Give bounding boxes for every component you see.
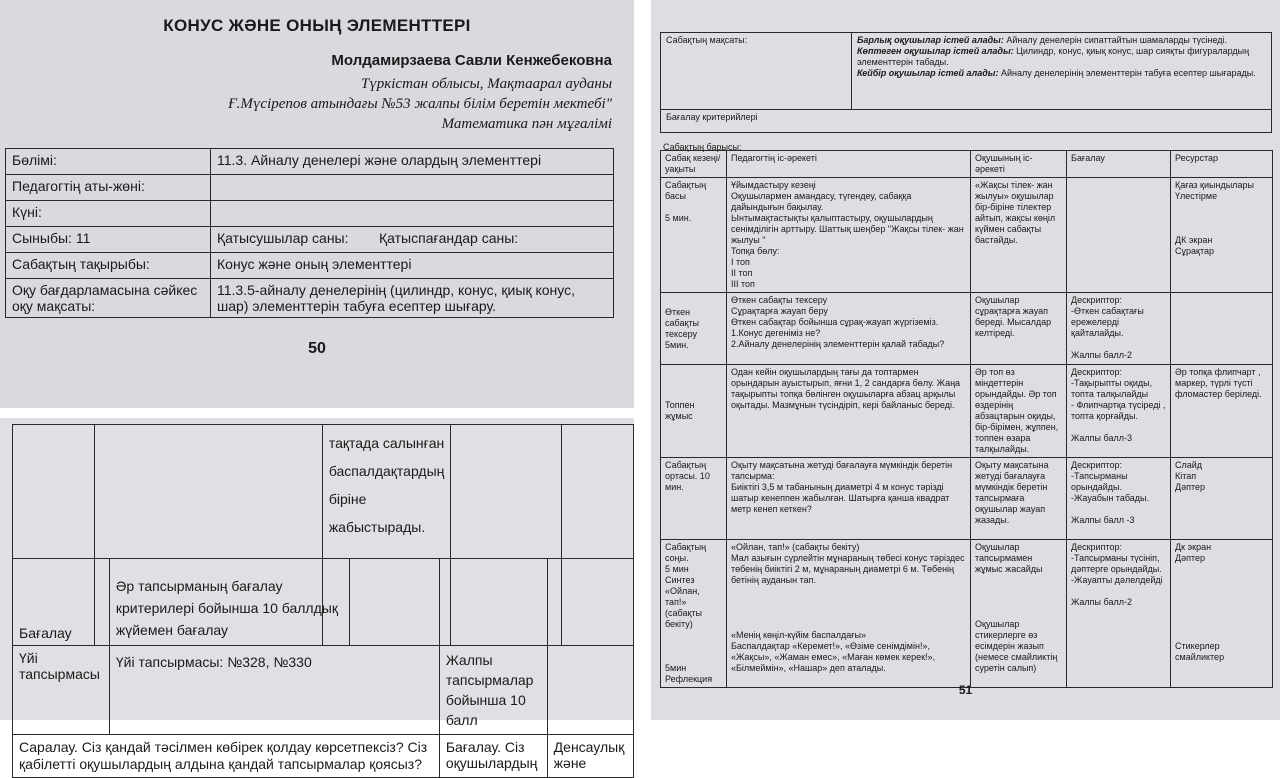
header-stage: Сабақ кезеңі/ уақыты — [661, 151, 727, 178]
header-teacher: Педагогтің іс-әрекеті — [727, 151, 971, 178]
resources-cell: Қағаз қиындылары Үлестірме ДК экран Сұрақтар — [1171, 178, 1273, 293]
resources-cell: Слайд Кітап Дәптер — [1171, 458, 1273, 540]
table-row — [13, 646, 634, 735]
row-value — [211, 201, 614, 227]
criteria-label: Бағалау критерийлері — [661, 110, 1272, 133]
table-row — [661, 540, 1273, 688]
table-row — [6, 253, 614, 279]
resources-cell: Дк экран Дәптер Стикерлер смайликтер — [1171, 540, 1273, 688]
table-row — [6, 175, 614, 201]
table-row — [661, 365, 1273, 458]
objectives-table — [660, 32, 1272, 133]
row-value-2: Қатыспағандар саны: — [373, 227, 614, 253]
row-label: Сабақтың тақырыбы: — [6, 253, 211, 279]
table-row — [6, 227, 614, 253]
stage-cell: Сабақтың ортасы. 10 мин. — [661, 458, 727, 540]
eval-text: Әр тапсырманың бағалау критерилері бойынша 10 баллдық жүйемен бағалау — [109, 559, 349, 646]
stage-cell: Өткен сабақты тексеру 5мин. — [661, 293, 727, 365]
stage-cell: Топпен жұмыс — [661, 365, 727, 458]
row-value: Конус және оның элементтері — [211, 253, 614, 279]
row-label: Оқу бағдарламасына сәйкес оқу мақсаты: — [6, 279, 211, 318]
objective-most: Цилиндр, конус, қиық конус, шар сияқты фигуралардың элементтерін табады. — [857, 46, 1250, 67]
table-cell: тақтада салынған баспалдақтардың біріне жабыстырады. — [322, 425, 451, 646]
document-title: КОНУС ЖӘНЕ ОНЫҢ ЭЛЕМЕНТТЕРІ — [163, 16, 471, 35]
objective-most-title: Көптеген оқушылар істей алады: — [857, 46, 1014, 56]
resources-cell: Әр топқа флипчарт , маркер, түрлі түсті фломастер беріледі. — [1171, 365, 1273, 458]
eval-cell — [1067, 178, 1171, 293]
teacher-cell: Оқыту мақсатына жетуді бағалауға мүмкіндік беретін тапсырма: Биіктігі 3,5 м табанының диаметрі 4 м конус тәрізді шатыр кенеппен жабылған. Шатырға қанша квадрат метр кенеп кеткен? — [727, 458, 971, 540]
table-header-row — [661, 151, 1273, 178]
page-fragment-scan — [0, 418, 634, 772]
objective-all-title: Барлық оқушылар істей алады: — [857, 35, 1004, 45]
table-cell — [547, 559, 633, 646]
row-label: Бөлімі: — [6, 149, 211, 175]
row-label: Күні: — [6, 201, 211, 227]
row-value: Қатысушылар саны: — [211, 227, 374, 253]
header-resources: Ресурстар — [1171, 151, 1273, 178]
page-number: 51 — [958, 683, 973, 697]
table-row — [661, 293, 1273, 365]
row-value: 11.3. Айналу денелері және олардың элементтері — [211, 149, 614, 175]
eval-cell: Дескриптор: -Тақырыпты оқиды, топта талқылайды - Флипчартқа түсіреді , топта қорғайды. Жалпы балл-3 — [1067, 365, 1171, 458]
table-row — [6, 149, 614, 175]
table-row — [661, 178, 1273, 293]
resources-cell — [1171, 293, 1273, 365]
eval-cell: Дескриптор: -Тапсырманы орындайды. -Жауабын табады. Жалпы балл -3 — [1067, 458, 1171, 540]
evaluation-table — [12, 558, 634, 778]
teacher-cell: Ұйымдастыру кезеңі Оқушылармен амандасу, түгендеу, сабаққа дайындығын бақылау. Ынтымақтастықты қалыптастыру, оқушылардың сенімділігін арттыру. Шаттық шеңбер "Жақсы тілек- жан жылуы " Топқа бөлу: І топ ІІ топ ІІІ топ — [727, 178, 971, 293]
teacher-cell: Одан кейін оқушылардың тағы да топтармен орындарын ауыстырып, яғни 1, 2 сандарға бөлу. Жаңа тақырыпты топқа бөлінген оқушыларға абзац арқылы оқытады. Мазмұнын түсіндіріп, кері байланыс береді. — [727, 365, 971, 458]
eval-cell: Дескриптор: -Тапсырманы түсініп, дәптерге орындайды. -Жауапты дәлелдейді Жалпы балл-2 — [1067, 540, 1171, 688]
lesson-info-table — [5, 148, 614, 318]
stage-cell: Сабақтың басы 5 мин. — [661, 178, 727, 293]
author-name: Молдамирзаева Савли Кенжебековна — [331, 52, 612, 69]
eval-label: Бағалау — [13, 559, 110, 646]
row-label: Педагогтің аты-жөні: — [6, 175, 211, 201]
health-question: Денсаулық және — [547, 735, 633, 778]
student-cell: Оқушылар тапсырмамен жұмыс жасайды Оқушылар стикерлерге өз есімдерін жазып (немесе смайликтің суретін салып) — [971, 540, 1067, 688]
author-region: Түркістан облысы, Мақтаарал ауданы — [360, 76, 612, 92]
author-position: Математика пән мұғалімі — [441, 116, 612, 132]
homework-label: Үйі тапсырмасы — [13, 646, 110, 735]
header-eval: Бағалау — [1067, 151, 1171, 178]
teacher-cell: «Ойлан, тап!» (сабақты бекіту) Мал азығын сүрлейтін мұнараның төбесі конус тәріздес төбенің биіктігі 2 м, мұнараның диаметрі 6 м. Төбенің бетінің ауданын тап. «Менің көңіл-күйім баспалдағы» Баспалдақтар «Керемет!», «Өзіме сенімдімін!», «Жақсы», «Жаман емес», «Маған көмек керек!», «Білмеймін», «Нашар» деп аталады. — [727, 540, 971, 688]
student-cell: «Жақсы тілек- жан жылуы» оқушылар бір-біріне тілектер айтып, жақсы көңіл күймен сабақты бастайды. — [971, 178, 1067, 293]
lesson-progress-table — [660, 150, 1273, 688]
page-number: 50 — [308, 340, 326, 357]
row-label: Сыныбы: 11 — [6, 227, 211, 253]
objective-all: Айналу денелерін сипаттайтын шамаларды түсінеді. — [1003, 35, 1228, 45]
table-cell — [350, 559, 440, 646]
student-cell: Оқыту мақсатына жетуді бағалауға мүмкіндік беретін тапсырмаға оқушылар жауап жазады. — [971, 458, 1067, 540]
stage-cell: Сабақтың соңы. 5 мин Синтез «Ойлан, тап!» (сабақты бекіту) 5мин Рефлекция — [661, 540, 727, 688]
table-row — [661, 458, 1273, 540]
page-51-scan — [651, 0, 1280, 720]
progress-label: Сабақтың барысы: — [663, 142, 742, 152]
table-row — [13, 559, 634, 646]
objective-some-title: Кейбір оқушылар істей алады: — [857, 68, 999, 78]
author-school: Ғ.Мүсірепов атындағы №53 жалпы білім беретін мектебі" — [228, 96, 612, 112]
table-row — [13, 735, 634, 778]
teacher-cell: Өткен сабақты тексеру Сұрақтарға жауап беру Өткен сабақтар бойынша сұрақ-жауап жүргіземіз. 1.Конус дегеніміз не? 2.Айналу денелерінің элементтерін қалай табады? — [727, 293, 971, 365]
differentiation-question: Саралау. Сіз қандай тәсілмен көбірек қолдау көрсетпексіз? Сіз қабілетті оқушылардың алдына қандай тапсырмалар қоясыз? — [13, 735, 440, 778]
homework-points: Жалпы тапсырмалар бойынша 10 балл — [439, 646, 547, 735]
objectives-label: Сабақтың мақсаты: — [661, 33, 852, 110]
eval-cell: Дескриптор: -Өткен сабақтағы ережелерді қайталайды. Жалпы балл-2 — [1067, 293, 1171, 365]
objective-some: Айналу денелерінің элементтерін табуға есептер шығарады. — [998, 68, 1256, 78]
student-cell: Әр топ өз міндеттерін орындайды. Әр топ өздерінің абзацтарын оқиды, бір-бірімен, жұппен, топпен өзара талқылайды. — [971, 365, 1067, 458]
row-value: 11.3.5-айналу денелерінің (цилиндр, конус, қиық конус, шар) элементтерін табуға есептер шығару. — [211, 279, 614, 318]
table-row — [6, 201, 614, 227]
student-cell: Оқушылар сұрақтарға жауап береді. Мысалдар келтіреді. — [971, 293, 1067, 365]
table-row — [6, 279, 614, 318]
homework-text: Үйі тапсырмасы: №328, №330 — [109, 646, 439, 735]
row-value — [211, 175, 614, 201]
table-cell — [547, 646, 633, 735]
table-cell — [439, 559, 547, 646]
table-row — [661, 33, 1272, 110]
header-student: Оқушының іс-әрекеті — [971, 151, 1067, 178]
page-50-scan — [0, 0, 634, 408]
evaluation-question: Бағалау. Сіз оқушылардың — [439, 735, 547, 778]
objectives-text — [852, 33, 1272, 110]
table-row — [661, 110, 1272, 133]
